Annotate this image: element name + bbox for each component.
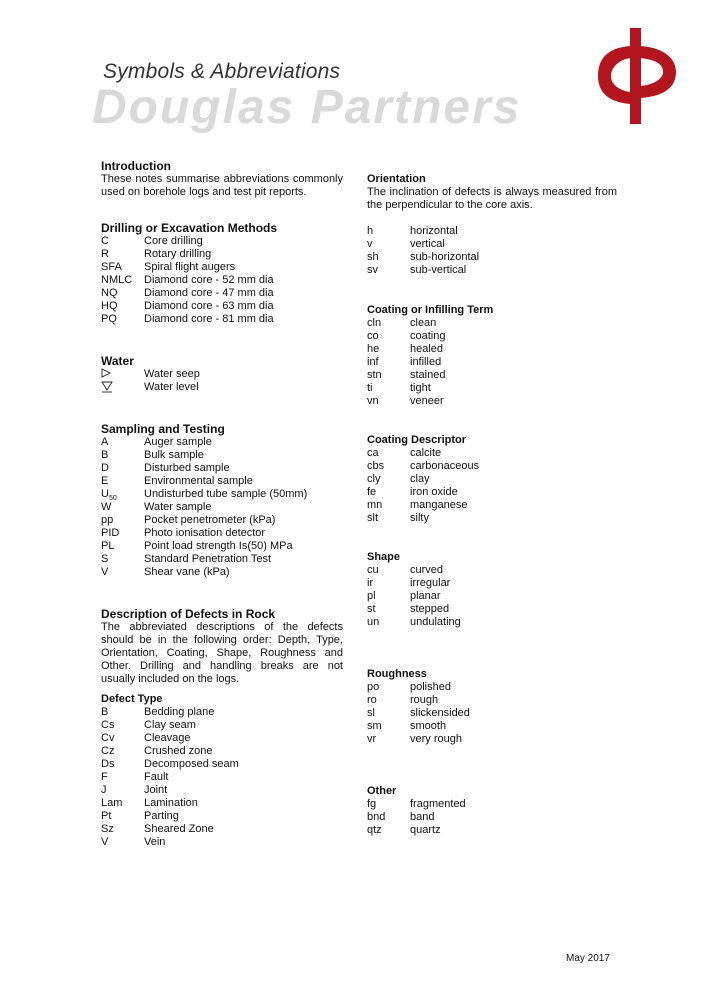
- abbreviation-text: B: [101, 449, 109, 461]
- abbreviation: [101, 553, 144, 566]
- description: Decomposed seam: [144, 758, 239, 770]
- list-item: [101, 449, 343, 462]
- abbreviation-text: S: [101, 553, 109, 565]
- description: Auger sample: [144, 436, 212, 448]
- orientation-text: The inclination of defects is always measured from the perpendicular to the core axis.: [367, 186, 617, 211]
- abbreviation-text: U: [101, 488, 109, 500]
- defect-type-list: [101, 706, 343, 849]
- list-item: [367, 512, 617, 525]
- list-item: [367, 603, 617, 616]
- abbreviation-text: B: [101, 706, 109, 718]
- abbreviation: [367, 225, 410, 238]
- abbreviation-text: vn: [367, 395, 379, 407]
- shape-title: Shape: [367, 551, 401, 563]
- abbreviation-text: ro: [367, 694, 377, 706]
- list-item: [101, 368, 343, 381]
- list-item: [367, 616, 617, 629]
- list-item: [367, 733, 617, 746]
- abbreviation: [101, 540, 144, 553]
- list-item: [367, 343, 617, 356]
- abbreviation: [101, 235, 144, 248]
- drilling-list: [101, 235, 343, 326]
- description: manganese: [410, 499, 468, 511]
- abbreviation: [101, 449, 144, 462]
- list-item: [101, 797, 343, 810]
- water-seep-icon: [101, 368, 144, 381]
- list-item: [101, 771, 343, 784]
- abbreviation: [101, 732, 144, 745]
- abbreviation-text: sl: [367, 707, 375, 719]
- list-item: [101, 436, 343, 449]
- abbreviation-text: SFA: [101, 261, 122, 273]
- list-item: [367, 798, 617, 811]
- description: Shear vane (kPa): [144, 566, 230, 578]
- description: Parting: [144, 810, 179, 822]
- abbreviation: [367, 356, 410, 369]
- right-column: [367, 173, 617, 837]
- list-item: [101, 553, 343, 566]
- description: sub-vertical: [410, 264, 467, 276]
- abbreviation-text: sh: [367, 251, 379, 263]
- abbreviation: [101, 313, 144, 326]
- abbreviation-text: Sz: [101, 823, 114, 835]
- description: coating: [410, 330, 446, 342]
- water-list: [101, 368, 343, 394]
- abbreviation: [101, 566, 144, 579]
- list-item: [101, 248, 343, 261]
- list-item: [101, 527, 343, 540]
- coating-descriptor-list: [367, 447, 617, 525]
- abbreviation: [101, 274, 144, 287]
- abbreviation: [367, 251, 410, 264]
- description: Bulk sample: [144, 449, 204, 461]
- abbreviation-text: W: [101, 501, 112, 513]
- coating-descriptor-title: Coating Descriptor: [367, 434, 467, 446]
- abbreviation: [101, 771, 144, 784]
- abbreviation-text: bnd: [367, 811, 386, 823]
- abbreviation-text: C: [101, 235, 109, 247]
- description: very rough: [410, 733, 462, 745]
- abbreviation: [101, 706, 144, 719]
- drilling-title: Drilling or Excavation Methods: [101, 221, 278, 235]
- abbreviation-text: sm: [367, 720, 382, 732]
- description: clean: [410, 317, 437, 329]
- abbreviation: [367, 460, 410, 473]
- abbreviation-text: PQ: [101, 313, 117, 325]
- abbreviation: [367, 824, 410, 837]
- description: Diamond core - 63 mm dia: [144, 300, 274, 312]
- description: planar: [410, 590, 441, 602]
- description: Diamond core - 47 mm dia: [144, 287, 274, 299]
- abbreviation-text: stn: [367, 369, 382, 381]
- abbreviation: [101, 810, 144, 823]
- sampling-list: [101, 436, 343, 579]
- abbreviation: [101, 475, 144, 488]
- list-item: [101, 823, 343, 836]
- list-item: [367, 251, 617, 264]
- abbreviation-text: E: [101, 475, 109, 487]
- abbreviation: [101, 784, 144, 797]
- abbreviation: [101, 823, 144, 836]
- abbreviation-text: sv: [367, 264, 378, 276]
- abbreviation-text: HQ: [101, 300, 118, 312]
- abbreviation: [367, 317, 410, 330]
- description: Diamond core - 52 mm dia: [144, 274, 274, 286]
- description: Pocket penetrometer (kPa): [144, 514, 276, 526]
- abbreviation-text: D: [101, 462, 109, 474]
- orientation-title: Orientation: [367, 173, 426, 185]
- list-item: [367, 473, 617, 486]
- abbreviation: [367, 264, 410, 277]
- abbreviation-text: un: [367, 616, 380, 628]
- description: carbonaceous: [410, 460, 480, 472]
- introduction-text: These notes summarise abbreviations commonly used on borehole logs and test pit reports.: [101, 173, 343, 198]
- abbreviation: [101, 719, 144, 732]
- abbreviation-text: inf: [367, 356, 379, 368]
- other-list: [367, 798, 617, 837]
- abbreviation-text: po: [367, 681, 380, 693]
- list-item: [367, 681, 617, 694]
- abbreviation: [101, 527, 144, 540]
- abbreviation: [367, 512, 410, 525]
- water-title: Water: [101, 354, 134, 368]
- abbreviation: [367, 733, 410, 746]
- abbreviation: [367, 499, 410, 512]
- list-item: [101, 501, 343, 514]
- left-column: [101, 159, 343, 849]
- list-item: [101, 313, 343, 326]
- water-level-icon: [101, 381, 144, 394]
- list-item: [367, 460, 617, 473]
- description: iron oxide: [410, 486, 458, 498]
- coating-infilling-title: Coating or Infilling Term: [367, 304, 494, 316]
- abbreviation: [367, 616, 410, 629]
- description: fragmented: [410, 798, 466, 810]
- description: smooth: [410, 720, 447, 732]
- abbreviation: [367, 330, 410, 343]
- description: Photo ionisation detector: [144, 527, 266, 539]
- abbreviation-text: v: [367, 238, 373, 250]
- abbreviation-text: he: [367, 343, 380, 355]
- list-item: [367, 564, 617, 577]
- abbreviation-text: R: [101, 248, 109, 260]
- abbreviation-text: NQ: [101, 287, 118, 299]
- description: healed: [410, 343, 444, 355]
- list-item: [101, 488, 343, 501]
- abbreviation: [101, 758, 144, 771]
- list-item: [101, 475, 343, 488]
- abbreviation: [367, 343, 410, 356]
- water-level-label: Water level: [144, 381, 199, 393]
- dp-logo: [596, 26, 680, 126]
- description: Fault: [144, 771, 169, 783]
- list-item: [367, 577, 617, 590]
- abbreviation: [367, 564, 410, 577]
- abbreviation: [367, 369, 410, 382]
- description: Core drilling: [144, 235, 203, 247]
- description: stained: [410, 369, 446, 381]
- description: quartz: [410, 824, 441, 836]
- description: irregular: [410, 577, 451, 589]
- abbreviation: [367, 447, 410, 460]
- abbreviation-text: cbs: [367, 460, 385, 472]
- list-item: [367, 720, 617, 733]
- abbreviation: [101, 248, 144, 261]
- description: Disturbed sample: [144, 462, 230, 474]
- abbreviation: [367, 694, 410, 707]
- abbreviation-text: vr: [367, 733, 377, 745]
- list-item: [367, 395, 617, 408]
- description: tight: [410, 382, 431, 394]
- abbreviation: [101, 501, 144, 514]
- list-item: [367, 317, 617, 330]
- list-item: [367, 707, 617, 720]
- abbreviation: [367, 486, 410, 499]
- abbreviation: [367, 577, 410, 590]
- page-title: Symbols & Abbreviations: [103, 60, 341, 83]
- description: Lamination: [144, 797, 198, 809]
- description: Environmental sample: [144, 475, 253, 487]
- defects-text: The abbreviated descriptions of the defects should be in the following order: Depth, Type, Orientation, Coating, Shape, Roughness and Other. Drilling and handling breaks are not usually included on the logs.: [101, 621, 343, 685]
- abbreviation-text: NMLC: [101, 274, 133, 286]
- description: Spiral flight augers: [144, 261, 236, 273]
- other-title: Other: [367, 785, 397, 797]
- description: Cleavage: [144, 732, 191, 744]
- description: Clay seam: [144, 719, 196, 731]
- description: horizontal: [410, 225, 458, 237]
- description: rough: [410, 694, 439, 706]
- abbreviation: [101, 488, 144, 501]
- abbreviation: [101, 300, 144, 313]
- list-item: [101, 758, 343, 771]
- abbreviation-text: pl: [367, 590, 376, 602]
- list-item: [367, 486, 617, 499]
- list-item: [101, 261, 343, 274]
- list-item: [367, 811, 617, 824]
- abbreviation: [367, 720, 410, 733]
- description: stepped: [410, 603, 450, 615]
- list-item: [101, 836, 343, 849]
- description: clay: [410, 473, 430, 485]
- list-item: [367, 824, 617, 837]
- abbreviation: [367, 590, 410, 603]
- abbreviation: [101, 514, 144, 527]
- list-item: [101, 540, 343, 553]
- orientation-list: [367, 225, 617, 277]
- abbreviation: [101, 462, 144, 475]
- abbreviation-text: st: [367, 603, 376, 615]
- list-item: [101, 274, 343, 287]
- description: sub-horizontal: [410, 251, 480, 263]
- defect-type-title: Defect Type: [101, 693, 163, 705]
- abbreviation-text: cly: [367, 473, 381, 485]
- description: silty: [410, 512, 429, 524]
- abbreviation-text: J: [101, 784, 107, 796]
- shape-list: [367, 564, 617, 629]
- description: Joint: [144, 784, 168, 796]
- abbreviation: [367, 707, 410, 720]
- abbreviation-text: cu: [367, 564, 379, 576]
- list-item: [367, 225, 617, 238]
- description: Crushed zone: [144, 745, 213, 757]
- abbreviation-text: A: [101, 436, 109, 448]
- roughness-title: Roughness: [367, 668, 427, 680]
- list-item: [101, 566, 343, 579]
- abbreviation-text: fg: [367, 798, 377, 810]
- list-item: [367, 499, 617, 512]
- description: Bedding plane: [144, 706, 215, 718]
- abbreviation: [101, 797, 144, 810]
- list-item: [101, 784, 343, 797]
- abbreviation-text: Ds: [101, 758, 115, 770]
- abbreviation-text: mn: [367, 499, 383, 511]
- abbreviation: [367, 603, 410, 616]
- abbreviation: [367, 238, 410, 251]
- description: vertical: [410, 238, 445, 250]
- abbreviation: [367, 382, 410, 395]
- description: Water sample: [144, 501, 212, 513]
- roughness-list: [367, 681, 617, 746]
- abbreviation: [101, 436, 144, 449]
- coating-infilling-list: [367, 317, 617, 408]
- abbreviation: [101, 836, 144, 849]
- abbreviation-text: V: [101, 836, 109, 848]
- abbreviation: [367, 811, 410, 824]
- abbreviation-text: ti: [367, 382, 373, 394]
- list-item: [101, 719, 343, 732]
- abbreviation-text: PL: [101, 540, 115, 552]
- abbreviation-text: fe: [367, 486, 377, 498]
- list-item: [101, 235, 343, 248]
- list-item: [367, 356, 617, 369]
- abbreviation: [367, 395, 410, 408]
- footer-date: May 2017: [566, 953, 610, 964]
- brand-watermark: Douglas Partners: [92, 81, 522, 134]
- list-item: [367, 590, 617, 603]
- description: undulating: [410, 616, 461, 628]
- abbreviation-text: Cv: [101, 732, 115, 744]
- abbreviation-text: co: [367, 330, 379, 342]
- description: calcite: [410, 447, 442, 459]
- list-item: [101, 287, 343, 300]
- description: curved: [410, 564, 444, 576]
- description: Point load strength Is(50) MPa: [144, 540, 293, 552]
- abbreviation: [367, 473, 410, 486]
- abbreviation-text: Cs: [101, 719, 115, 731]
- list-item: [101, 381, 343, 394]
- abbreviation-text: ir: [367, 577, 374, 589]
- description: band: [410, 811, 435, 823]
- abbreviation-text: ca: [367, 447, 379, 459]
- list-item: [101, 745, 343, 758]
- abbreviation-text: F: [101, 771, 108, 783]
- list-item: [101, 300, 343, 313]
- description: veneer: [410, 395, 444, 407]
- list-item: [101, 706, 343, 719]
- list-item: [101, 514, 343, 527]
- abbreviation-text: h: [367, 225, 374, 237]
- introduction-title: Introduction: [101, 159, 171, 173]
- description: Rotary drilling: [144, 248, 212, 260]
- abbreviation-text: slt: [367, 512, 378, 524]
- list-item: [367, 238, 617, 251]
- description: slickensided: [410, 707, 470, 719]
- list-item: [367, 369, 617, 382]
- list-item: [101, 810, 343, 823]
- description: infilled: [410, 356, 442, 368]
- description: Diamond core - 81 mm dia: [144, 313, 274, 325]
- list-item: [101, 732, 343, 745]
- abbreviation-text: pp: [101, 514, 114, 526]
- abbreviation: [367, 681, 410, 694]
- abbreviation-text: Pt: [101, 810, 112, 822]
- list-item: [367, 330, 617, 343]
- list-item: [367, 264, 617, 277]
- sampling-title: Sampling and Testing: [101, 422, 225, 436]
- description: Undisturbed tube sample (50mm): [144, 488, 308, 500]
- list-item: [367, 382, 617, 395]
- abbreviation: [367, 798, 410, 811]
- abbreviation-text: V: [101, 566, 109, 578]
- abbreviation-subscript: 50: [108, 495, 117, 503]
- water-seep-label: Water seep: [144, 368, 200, 380]
- abbreviation-text: Lam: [101, 797, 123, 809]
- list-item: [101, 462, 343, 475]
- abbreviation-text: cln: [367, 317, 382, 329]
- abbreviation-text: PID: [101, 527, 120, 539]
- list-item: [367, 447, 617, 460]
- description: polished: [410, 681, 451, 693]
- abbreviation: [101, 745, 144, 758]
- description: Standard Penetration Test: [144, 553, 271, 565]
- description: Sheared Zone: [144, 823, 214, 835]
- defects-title: Description of Defects in Rock: [101, 607, 276, 621]
- abbreviation-text: Cz: [101, 745, 115, 757]
- list-item: [367, 694, 617, 707]
- description: Vein: [144, 836, 166, 848]
- abbreviation-text: qtz: [367, 824, 382, 836]
- abbreviation: [101, 261, 144, 274]
- abbreviation: [101, 287, 144, 300]
